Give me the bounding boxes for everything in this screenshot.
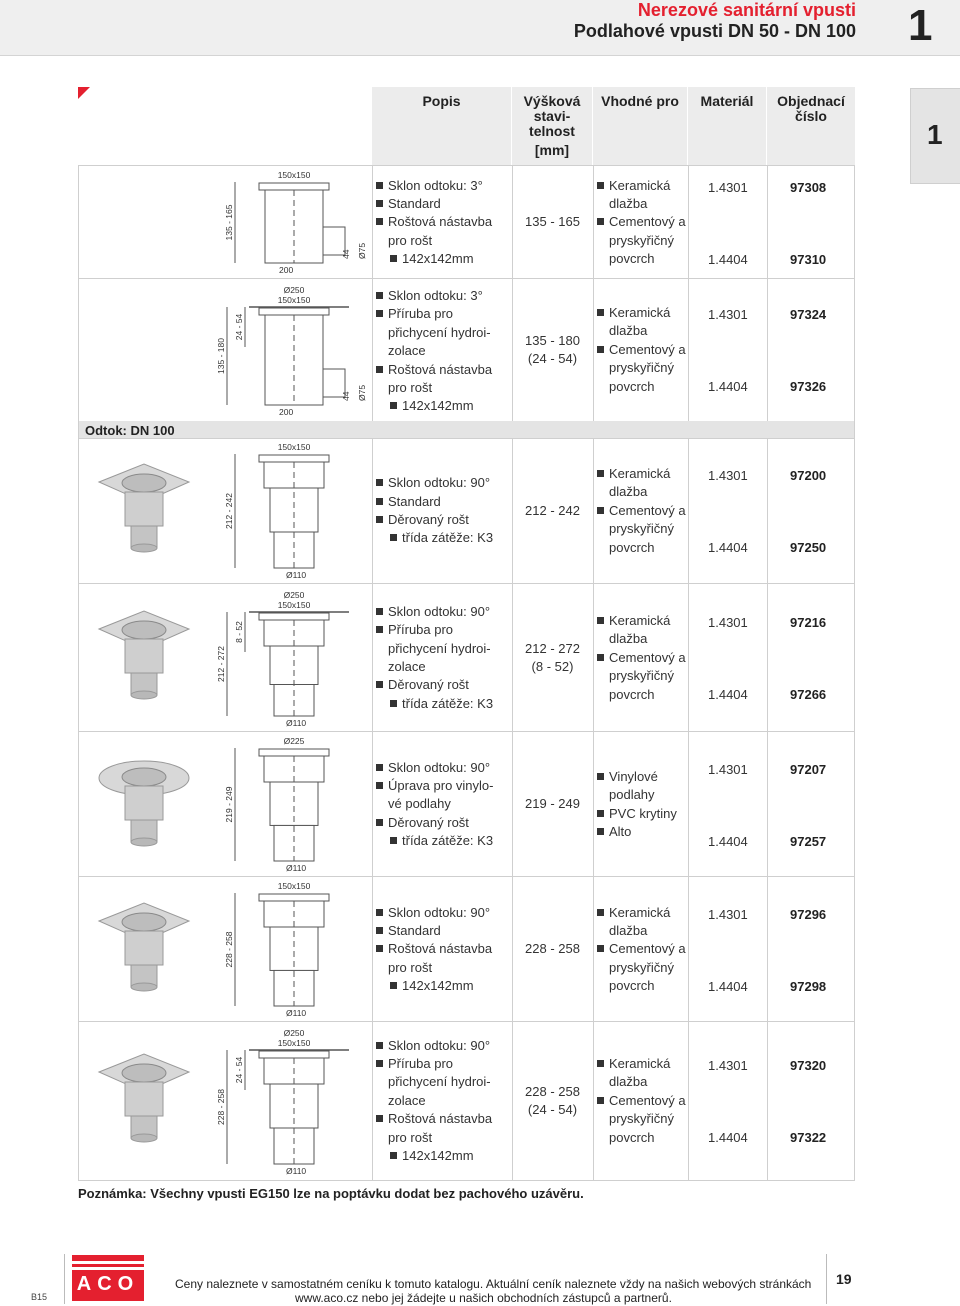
dim-bottom-label: Ø110 [286,718,307,728]
dim-top-label: Ø250 [283,285,305,295]
page-number: 19 [836,1271,852,1287]
description-item: Příruba pro [376,1055,510,1073]
footer-divider-left [64,1254,65,1304]
description-item: zolace [388,659,426,675]
page-title [574,0,856,42]
description-item: Děrovaný rošt [376,676,510,694]
title-line-2: Podlahové vpusti DN 50 - DN 100 [573,21,856,41]
description-item: Děrovaný rošt [376,814,510,832]
group-label: Odtok: DN 100 [85,423,175,438]
column-divider [593,732,594,876]
description-item: Děrovaný rošt [376,511,510,529]
material-value: 1.4301 [708,307,748,322]
footer-line-1: Ceny naleznete v samostatném ceníku k tomuto katalogu. Aktuální ceník naleznete vždy na našich webových stránkách [175,1277,812,1291]
description-item: pro rošt [388,380,433,396]
suitable-for-list: Keramická dlažba Cementový a pryskyřičný povcrch [597,465,689,557]
bullet-icon [597,945,604,952]
product-table [78,165,855,1181]
description-item: přichycení hydroi- [388,1074,491,1090]
column-divider [593,279,594,421]
dim-side2-label: Ø75 [357,242,367,259]
description-item: 142x142mm [376,1147,510,1165]
dim-bottom-label: 200 [279,407,294,417]
suitable-for-list: Keramická dlažba Cementový a pryskyřičný povcrch [597,904,689,996]
dim-side1-label: 44 [341,391,351,401]
material-value: 1.4404 [708,1130,748,1145]
description-item: přichycení hydroi- [388,324,491,340]
bullet-icon [376,310,383,317]
aco-logo: ACO [72,1255,144,1301]
material-value: 1.4301 [708,761,748,777]
description-item: Sklon odtoku: 3° [376,287,510,305]
description-item: Roštová nástavba [376,940,510,958]
dim-top-label: 150x150 [277,442,311,452]
dim-left-label: 135 - 180 [216,338,226,374]
bullet-icon [597,828,604,835]
dim-left-label: 135 - 165 [224,204,234,241]
dim-left-label: 228 - 258 [216,1089,226,1125]
bullet-icon [376,945,383,952]
side-tab-number: 1 [927,119,943,150]
bullet-icon [376,498,383,505]
order-number: 97216 [790,615,827,630]
dim-left-label: 212 - 242 [224,493,234,529]
order-number: 97310 [790,251,827,267]
bullet-icon [390,982,397,989]
dim-top2-label: 150x150 [277,295,311,305]
product-photo [89,895,199,1005]
bullet-icon [376,608,383,615]
description-item: třída zátěže: K3 [376,695,510,713]
order-number: 97257 [790,833,827,849]
suitable-for-list: Keramická dlažba Cementový a pryskyřičný povcrch [597,1055,689,1147]
column-divider [593,166,594,278]
description-item: zolace [388,343,426,359]
suitable-for-list: Vinylové podlahy PVC krytiny Alto [597,768,689,842]
dim-top-label: 150x150 [277,881,311,891]
description-item: Roštová nástavba [376,1110,510,1128]
column-divider [593,1022,594,1180]
dim-bottom-label: Ø110 [286,863,307,873]
material-value: 1.4404 [708,251,748,267]
table-row [79,166,854,279]
bullet-icon [376,479,383,486]
description-item: pro rošt [388,1129,433,1145]
material-value: 1.4301 [708,1058,748,1073]
description-item: zolace [388,1092,426,1108]
description-list [376,177,510,269]
note-text: Poznámka: Všechny vpusti EG150 lze na poptávku dodat bez pachového uzávěru. [78,1186,584,1201]
dim-top2-label: 150x150 [277,600,311,610]
table-row [79,438,854,584]
material-value: 1.4404 [708,833,748,849]
table-row [79,584,854,732]
column-divider [767,732,768,876]
col-header-vyska: Výšková stavi- telnost [mm] [512,87,593,165]
description-item: Příruba pro [376,621,510,639]
description-item: Sklon odtoku: 90° [376,603,510,621]
col-header-objednaci: Objednací číslo [767,87,855,165]
dim-top-label: Ø250 [283,590,305,600]
bullet-icon [376,782,383,789]
suitable-for-list: Keramická dlažba Cementový a pryskyřičný povcrch [597,177,689,269]
corner-marker-icon [78,87,90,99]
dim-top-label: Ø250 [283,1028,305,1038]
table-row [79,1022,854,1180]
bullet-icon [390,1152,397,1159]
installation-height: 228 - 258 [525,941,580,957]
order-number: 97200 [790,468,827,483]
column-divider [767,166,768,278]
column-divider [593,584,594,731]
dim-top2-label: 150x150 [277,1038,311,1048]
bullet-icon [376,1115,383,1122]
order-number: 97250 [790,540,827,555]
bullet-icon [376,200,383,207]
order-number: 97266 [790,687,827,702]
bullet-icon [597,617,604,624]
bullet-icon [390,255,397,262]
column-divider [767,1022,768,1180]
description-item: Úprava pro vinylo- [376,777,510,795]
bullet-icon [597,507,604,514]
order-number: 97207 [790,761,827,777]
bullet-icon [597,810,604,817]
bullet-icon [376,819,383,826]
description-list [376,474,510,548]
material-value: 1.4404 [708,978,748,994]
bullet-icon [376,909,383,916]
bullet-icon [597,182,604,189]
dim-left2-label: 8 - 52 [234,621,244,643]
order-number: 97296 [790,906,827,922]
bullet-icon [390,534,397,541]
dim-left-label: 212 - 272 [216,646,226,682]
bullet-icon [376,366,383,373]
dim-bottom-label: Ø110 [286,570,307,580]
bullet-icon [597,773,604,780]
description-item: pro rošt [388,959,433,975]
description-list [376,904,510,996]
material-value: 1.4404 [708,540,748,555]
description-item: Sklon odtoku: 90° [376,1037,510,1055]
bullet-icon [390,700,397,707]
bullet-icon [597,654,604,661]
col-header-vhodne: Vhodné pro [593,87,688,165]
bullet-icon [376,292,383,299]
suitable-for-list: Keramická dlažba Cementový a pryskyřičný povcrch [597,612,689,704]
bullet-icon [597,1097,604,1104]
description-item: 142x142mm [376,397,510,415]
bullet-icon [597,346,604,353]
description-item: Sklon odtoku: 90° [376,474,510,492]
column-divider [593,877,594,1021]
bullet-icon [376,1060,383,1067]
column-divider [593,438,594,583]
footer-divider-right [826,1254,827,1304]
bullet-icon [376,1042,383,1049]
description-item: Příruba pro [376,305,510,323]
col-header-material: Materiál [688,87,767,165]
column-divider [767,279,768,421]
description-item: Sklon odtoku: 90° [376,759,510,777]
installation-height: 135 - 165 [525,214,580,230]
description-item: 142x142mm [376,250,510,268]
description-item: Standard [376,195,510,213]
bullet-icon [597,218,604,225]
bullet-icon [376,626,383,633]
column-divider [767,877,768,1021]
description-item: Sklon odtoku: 3° [376,177,510,195]
dim-top-label: 150x150 [277,170,311,180]
dim-bottom-label: Ø110 [286,1166,307,1176]
description-item: vé podlahy [388,796,451,812]
order-number: 97320 [790,1058,827,1073]
bullet-icon [597,909,604,916]
dim-side2-label: Ø75 [357,384,367,401]
column-divider [767,438,768,583]
group-label-bar [79,421,854,439]
installation-height: 212 - 272 (8 - 52) [525,640,580,674]
dim-left2-label: 24 - 54 [234,1056,244,1084]
col-header-popis: Popis [372,87,512,165]
bullet-icon [597,1060,604,1067]
bullet-icon [597,470,604,477]
product-photo [89,603,199,713]
bullet-icon [390,837,397,844]
description-item: pro rošt [388,232,433,248]
order-number: 97298 [790,978,827,994]
order-number: 97322 [790,1130,827,1145]
description-list [376,603,510,713]
product-photo [89,456,199,566]
bullet-icon [376,764,383,771]
description-item: Roštová nástavba [376,213,510,231]
description-item: Roštová nástavba [376,361,510,379]
dim-left-label: 219 - 249 [224,786,234,823]
installation-height: 228 - 258 (24 - 54) [525,1083,580,1117]
table-row [79,732,854,877]
side-tab [910,88,960,184]
column-divider [767,584,768,731]
description-item: Sklon odtoku: 90° [376,904,510,922]
product-photo [89,750,199,860]
order-number: 97326 [790,379,827,394]
material-value: 1.4404 [708,379,748,394]
dim-left2-label: 24 - 54 [234,313,244,341]
product-photo [89,1046,199,1156]
footer-line-2: www.aco.cz nebo jej žádejte u našich obchodních zástupců a partnerů. [295,1291,672,1305]
bullet-icon [376,927,383,934]
description-item: 142x142mm [376,977,510,995]
bullet-icon [597,309,604,316]
title-line-1: Nerezové sanitární vpusti [637,0,856,20]
material-value: 1.4301 [708,615,748,630]
material-value: 1.4301 [708,179,748,195]
description-list [376,287,510,416]
order-number: 97324 [790,307,827,322]
installation-height: 219 - 249 [525,796,580,812]
material-value: 1.4301 [708,906,748,922]
description-list [376,759,510,851]
order-number: 97308 [790,179,827,195]
bullet-icon [376,681,383,688]
dim-bottom-label: Ø110 [286,1008,307,1018]
bullet-icon [376,182,383,189]
description-item: Standard [376,493,510,511]
table-row [79,877,854,1022]
description-list [376,1037,510,1166]
dim-bottom-label: 200 [279,265,294,275]
chapter-number: 1 [908,1,933,50]
page-code: B15 [31,1292,48,1302]
material-value: 1.4404 [708,687,748,702]
dim-left-label: 228 - 258 [224,931,234,968]
description-item: třída zátěže: K3 [376,529,510,547]
description-item: přichycení hydroi- [388,640,491,656]
suitable-for-list: Keramická dlažba Cementový a pryskyřičný povcrch [597,304,689,396]
dim-side1-label: 44 [341,249,351,259]
bullet-icon [376,218,383,225]
description-item: Standard [376,922,510,940]
dim-top-label: Ø225 [283,736,305,746]
material-value: 1.4301 [708,468,748,483]
bullet-icon [376,516,383,523]
bullet-icon [390,402,397,409]
table-row [79,279,854,421]
footer-text [175,1277,811,1305]
description-item: třída zátěže: K3 [376,832,510,850]
installation-height: 135 - 180 (24 - 54) [525,332,580,366]
installation-height: 212 - 242 [525,502,580,518]
